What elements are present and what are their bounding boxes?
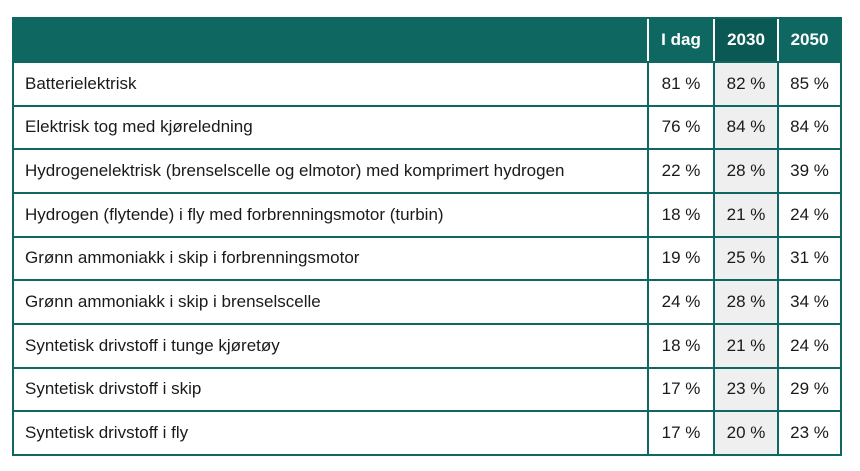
table-row — [14, 236, 840, 280]
table-row — [14, 367, 840, 411]
row-label: Grønn ammoniakk i skip i forbrenningsmotor — [14, 236, 647, 280]
value-i-dag: 81 % — [647, 61, 713, 105]
table-row — [14, 148, 840, 192]
value-i-dag: 76 % — [647, 105, 713, 149]
value-2030: 28 % — [713, 148, 777, 192]
value-i-dag: 17 % — [647, 410, 713, 454]
value-2030: 28 % — [713, 279, 777, 323]
value-2050: 34 % — [777, 279, 840, 323]
table-row — [14, 323, 840, 367]
efficiency-table — [12, 17, 842, 456]
value-i-dag: 24 % — [647, 279, 713, 323]
value-2030: 21 % — [713, 323, 777, 367]
header-row — [14, 19, 840, 61]
table-row — [14, 105, 840, 149]
value-i-dag: 18 % — [647, 323, 713, 367]
value-i-dag: 17 % — [647, 367, 713, 411]
row-label: Hydrogen (flytende) i fly med forbrenningsmotor (turbin) — [14, 192, 647, 236]
value-2030: 82 % — [713, 61, 777, 105]
value-i-dag: 22 % — [647, 148, 713, 192]
table-row — [14, 279, 840, 323]
value-i-dag: 18 % — [647, 192, 713, 236]
value-2050: 39 % — [777, 148, 840, 192]
value-2030: 84 % — [713, 105, 777, 149]
value-2050: 85 % — [777, 61, 840, 105]
row-label: Batterielektrisk — [14, 61, 647, 105]
header-label — [14, 19, 647, 61]
row-label: Hydrogenelektrisk (brenselscelle og elmotor) med komprimert hydrogen — [14, 148, 647, 192]
value-2050: 31 % — [777, 236, 840, 280]
value-2050: 29 % — [777, 367, 840, 411]
row-label: Syntetisk drivstoff i tunge kjøretøy — [14, 323, 647, 367]
value-2050: 23 % — [777, 410, 840, 454]
row-label: Grønn ammoniakk i skip i brenselscelle — [14, 279, 647, 323]
header-i-dag: I dag — [647, 19, 713, 61]
value-2030: 21 % — [713, 192, 777, 236]
value-i-dag: 19 % — [647, 236, 713, 280]
value-2030: 20 % — [713, 410, 777, 454]
header-2050: 2050 — [777, 19, 840, 61]
table-row — [14, 410, 840, 454]
row-label: Syntetisk drivstoff i skip — [14, 367, 647, 411]
header-2030: 2030 — [713, 19, 777, 61]
value-2050: 24 % — [777, 323, 840, 367]
value-2050: 84 % — [777, 105, 840, 149]
value-2030: 23 % — [713, 367, 777, 411]
data-table — [14, 19, 840, 454]
row-label: Syntetisk drivstoff i fly — [14, 410, 647, 454]
row-label: Elektrisk tog med kjøreledning — [14, 105, 647, 149]
value-2050: 24 % — [777, 192, 840, 236]
table-row — [14, 192, 840, 236]
table-row — [14, 61, 840, 105]
value-2030: 25 % — [713, 236, 777, 280]
